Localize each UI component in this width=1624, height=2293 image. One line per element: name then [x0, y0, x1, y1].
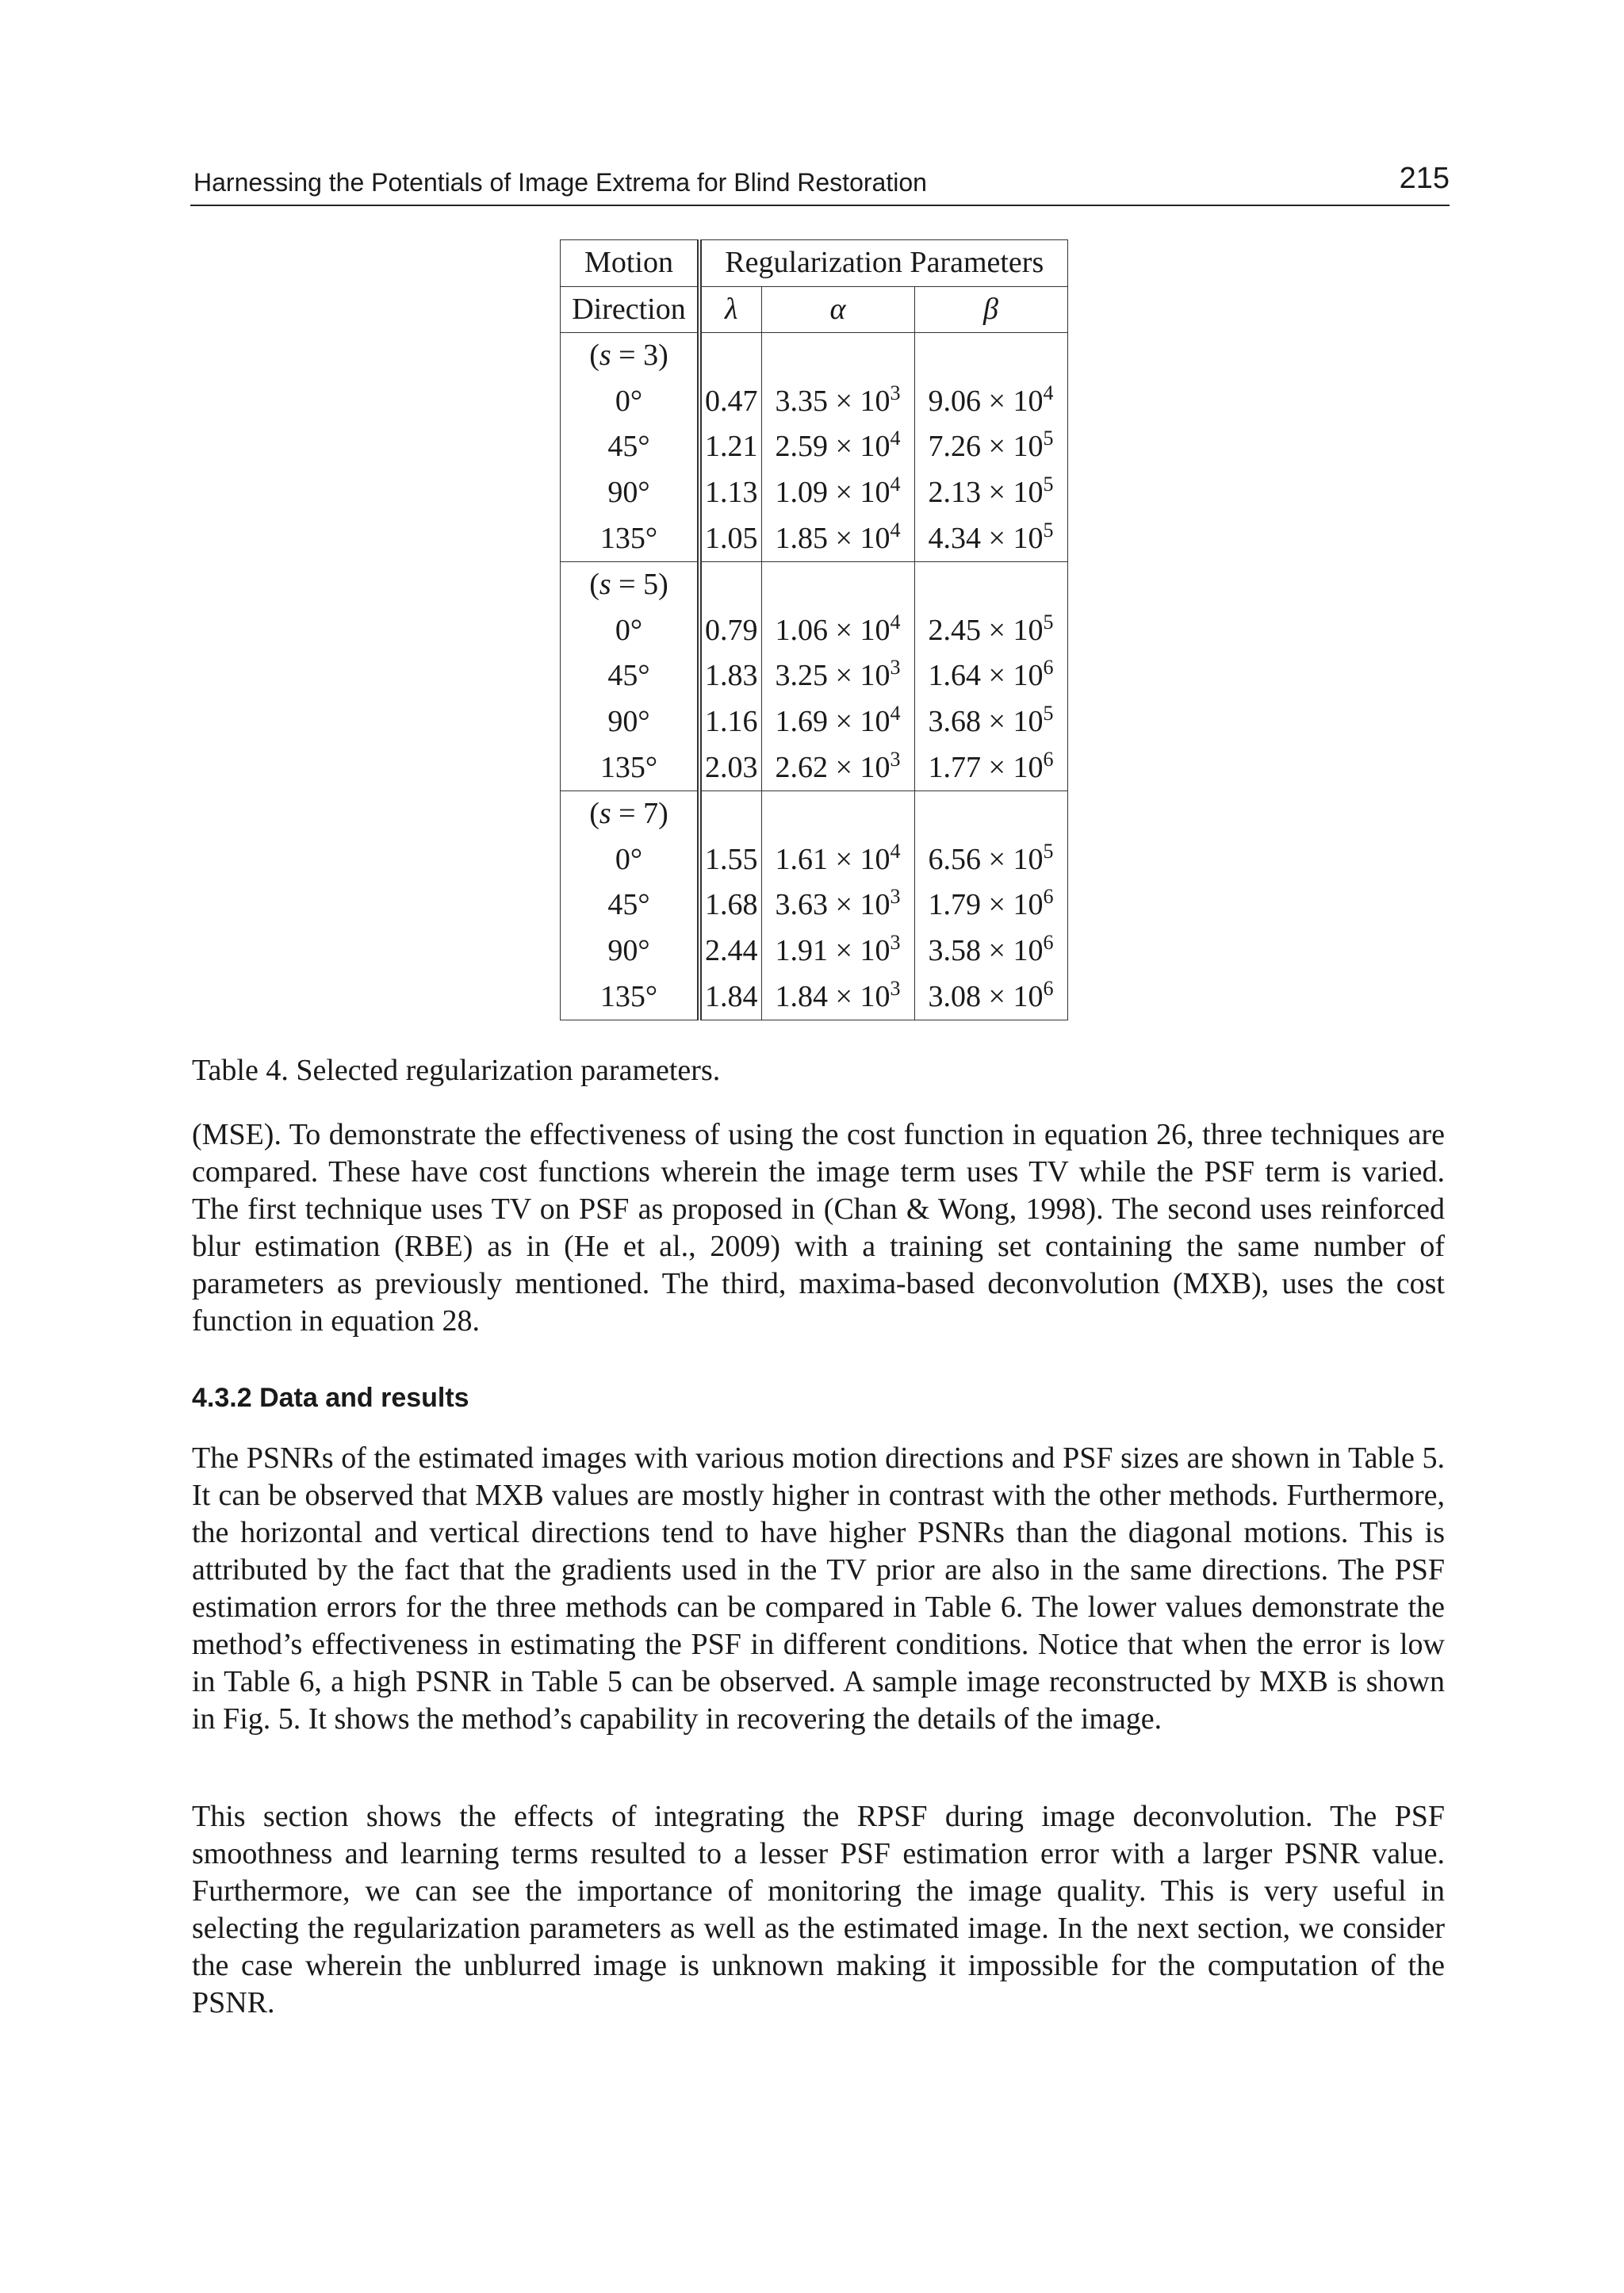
empty-cell — [699, 333, 761, 379]
table-header-row — [561, 240, 1068, 287]
alpha-exponent: 4 — [890, 518, 901, 542]
cell-lambda: 1.68 — [699, 882, 761, 928]
alpha-exponent: 4 — [890, 427, 901, 450]
cell-beta — [914, 974, 1067, 1020]
beta-mantissa: 3.58 × 10 — [928, 933, 1044, 967]
section-heading: 4.3.2 Data and results — [192, 1383, 469, 1413]
alpha-mantissa: 2.59 × 10 — [775, 430, 891, 464]
paragraph-results: The PSNRs of the estimated images with various motion directions and PSF sizes are shown in Table 5. It can be observed that MXB values are mostly higher in contrast with the other methods. Furthermore, the horizontal and vertical directions tend to have higher PSNRs than the diagonal motions. This is attributed by the fact that the gradients used in the TV prior are also in the same directions. The PSF estimation errors for the three methods can be compared in Table 6. The lower values demonstrate the method’s effectiveness in estimating the PSF in different conditions. Notice that when the error is low in Table 6, a high PSNR in Table 5 can be observed. A sample image reconstructed by MXB is shown in Fig. 5. It shows the method’s capability in recovering the details of the image. — [192, 1441, 1445, 1736]
cell-alpha — [761, 928, 914, 974]
beta-exponent: 5 — [1043, 427, 1054, 450]
empty-cell — [761, 333, 914, 379]
table-row — [561, 745, 1068, 791]
table-row — [561, 379, 1068, 425]
cell-lambda: 2.03 — [699, 745, 761, 791]
cell-beta — [914, 699, 1067, 745]
parameters-table-container — [560, 239, 1068, 1020]
table-row — [561, 608, 1068, 654]
alpha-exponent: 4 — [890, 472, 901, 496]
header-alpha: α — [761, 286, 914, 333]
cell-alpha — [761, 379, 914, 425]
cell-alpha — [761, 699, 914, 745]
alpha-mantissa: 3.63 × 10 — [775, 888, 891, 922]
running-header — [190, 162, 1450, 206]
beta-exponent: 6 — [1043, 885, 1054, 909]
header-lambda: λ — [699, 286, 761, 333]
cell-lambda: 1.05 — [699, 516, 761, 562]
empty-cell — [914, 791, 1067, 837]
cell-lambda: 1.84 — [699, 974, 761, 1020]
cell-beta — [914, 653, 1067, 699]
cell-beta — [914, 608, 1067, 654]
cell-alpha — [761, 608, 914, 654]
cell-direction: 0° — [561, 608, 700, 654]
alpha-exponent: 3 — [890, 747, 901, 771]
alpha-mantissa: 1.61 × 10 — [775, 842, 891, 876]
cell-beta — [914, 745, 1067, 791]
cell-direction: 90° — [561, 470, 700, 516]
cell-beta — [914, 379, 1067, 425]
group-label-row — [561, 562, 1068, 608]
table-row — [561, 424, 1068, 470]
beta-mantissa: 9.06 × 10 — [928, 384, 1044, 418]
group-label-row — [561, 333, 1068, 379]
cell-lambda: 1.83 — [699, 653, 761, 699]
alpha-mantissa: 2.62 × 10 — [775, 750, 891, 784]
table-row — [561, 837, 1068, 883]
beta-exponent: 5 — [1043, 472, 1054, 496]
table-row — [561, 516, 1068, 562]
empty-cell — [699, 562, 761, 608]
cell-alpha — [761, 653, 914, 699]
alpha-exponent: 3 — [890, 930, 901, 954]
cell-lambda: 0.47 — [699, 379, 761, 425]
beta-exponent: 5 — [1043, 839, 1054, 863]
cell-lambda: 1.16 — [699, 699, 761, 745]
beta-exponent: 5 — [1043, 701, 1054, 725]
cell-lambda: 1.55 — [699, 837, 761, 883]
header-beta: β — [914, 286, 1067, 333]
alpha-exponent: 4 — [890, 839, 901, 863]
alpha-mantissa: 1.84 × 10 — [775, 979, 891, 1013]
table-row — [561, 653, 1068, 699]
beta-exponent: 6 — [1043, 930, 1054, 954]
table-row — [561, 470, 1068, 516]
cell-direction: 45° — [561, 882, 700, 928]
alpha-exponent: 4 — [890, 610, 901, 634]
cell-alpha — [761, 516, 914, 562]
regularization-parameters-table — [560, 239, 1068, 1020]
group-label: (s = 3) — [561, 333, 700, 379]
alpha-mantissa: 1.91 × 10 — [775, 933, 891, 967]
cell-direction: 0° — [561, 837, 700, 883]
alpha-mantissa: 1.06 × 10 — [775, 613, 891, 647]
cell-beta — [914, 470, 1067, 516]
header-regularization-parameters: Regularization Parameters — [699, 240, 1067, 287]
cell-direction: 90° — [561, 928, 700, 974]
alpha-mantissa: 1.85 × 10 — [775, 521, 891, 555]
cell-direction: 135° — [561, 974, 700, 1020]
beta-mantissa: 1.64 × 10 — [928, 659, 1044, 693]
cell-beta — [914, 837, 1067, 883]
alpha-mantissa: 3.25 × 10 — [775, 659, 891, 693]
page-number: 215 — [1399, 162, 1450, 195]
alpha-mantissa: 1.69 × 10 — [775, 704, 891, 738]
cell-direction: 45° — [561, 424, 700, 470]
cell-direction: 90° — [561, 699, 700, 745]
beta-mantissa: 3.08 × 10 — [928, 979, 1044, 1013]
cell-beta — [914, 928, 1067, 974]
cell-alpha — [761, 837, 914, 883]
empty-cell — [914, 562, 1067, 608]
beta-mantissa: 7.26 × 10 — [928, 430, 1044, 464]
alpha-exponent: 3 — [890, 656, 901, 679]
beta-exponent: 5 — [1043, 610, 1054, 634]
alpha-exponent: 3 — [890, 381, 901, 404]
beta-exponent: 6 — [1043, 656, 1054, 679]
cell-alpha — [761, 470, 914, 516]
cell-alpha — [761, 745, 914, 791]
cell-direction: 0° — [561, 379, 700, 425]
table-row — [561, 928, 1068, 974]
alpha-exponent: 3 — [890, 976, 901, 1000]
alpha-exponent: 4 — [890, 701, 901, 725]
table-row — [561, 882, 1068, 928]
beta-exponent: 4 — [1043, 381, 1054, 404]
beta-exponent: 6 — [1043, 976, 1054, 1000]
cell-alpha — [761, 882, 914, 928]
paragraph-summary: This section shows the effects of integrating the RPSF during image deconvolution. The PSF smoothness and learning terms resulted to a lesser PSF estimation error with a larger PSNR value. Furthermore, we can see the importance of monitoring the image quality. This is very useful in selecting the regularization parameters as well as the estimated image. In the next section, we consider the case wherein the unblurred image is unknown making it impossible for the computation of the PSNR. — [192, 1800, 1445, 2019]
table-header-row — [561, 286, 1068, 333]
group-label-row — [561, 791, 1068, 837]
beta-mantissa: 1.79 × 10 — [928, 888, 1044, 922]
alpha-exponent: 3 — [890, 885, 901, 909]
paragraph-intro: (MSE). To demonstrate the effectiveness of using the cost function in equation 26, three techniques are compared. These have cost functions wherein the image term uses TV while the PSF term is varied. The first technique uses TV on PSF as proposed in (Chan & Wong, 1998). The second uses reinforced blur estimation (RBE) as in (He et al., 2009) with a training set containing the same number of parameters as previously mentioned. The third, maxima-based deconvolution (MXB), uses the cost function in equation 28. — [192, 1118, 1445, 1338]
beta-mantissa: 2.13 × 10 — [928, 475, 1044, 509]
empty-cell — [914, 333, 1067, 379]
beta-exponent: 6 — [1043, 747, 1054, 771]
cell-beta — [914, 882, 1067, 928]
running-title: Harnessing the Potentials of Image Extrema for Blind Restoration — [193, 168, 927, 197]
table-body — [561, 333, 1068, 1020]
empty-cell — [761, 562, 914, 608]
beta-mantissa: 2.45 × 10 — [928, 613, 1044, 647]
beta-mantissa: 1.77 × 10 — [928, 750, 1044, 784]
cell-direction: 135° — [561, 516, 700, 562]
header-direction: Direction — [561, 286, 700, 333]
group-label: (s = 5) — [561, 562, 700, 608]
cell-alpha — [761, 424, 914, 470]
beta-mantissa: 6.56 × 10 — [928, 842, 1044, 876]
table-row — [561, 974, 1068, 1020]
group-label: (s = 7) — [561, 791, 700, 837]
cell-direction: 45° — [561, 653, 700, 699]
beta-mantissa: 4.34 × 10 — [928, 521, 1044, 555]
cell-direction: 135° — [561, 745, 700, 791]
empty-cell — [761, 791, 914, 837]
cell-beta — [914, 516, 1067, 562]
table-caption: Table 4. Selected regularization parameters. — [192, 1054, 721, 1087]
table-row — [561, 699, 1068, 745]
empty-cell — [699, 791, 761, 837]
cell-beta — [914, 424, 1067, 470]
cell-lambda: 1.13 — [699, 470, 761, 516]
beta-exponent: 5 — [1043, 518, 1054, 542]
alpha-mantissa: 1.09 × 10 — [775, 475, 891, 509]
beta-mantissa: 3.68 × 10 — [928, 704, 1044, 738]
cell-lambda: 0.79 — [699, 608, 761, 654]
cell-lambda: 1.21 — [699, 424, 761, 470]
header-motion: Motion — [561, 240, 700, 287]
cell-lambda: 2.44 — [699, 928, 761, 974]
alpha-mantissa: 3.35 × 10 — [775, 384, 891, 418]
cell-alpha — [761, 974, 914, 1020]
